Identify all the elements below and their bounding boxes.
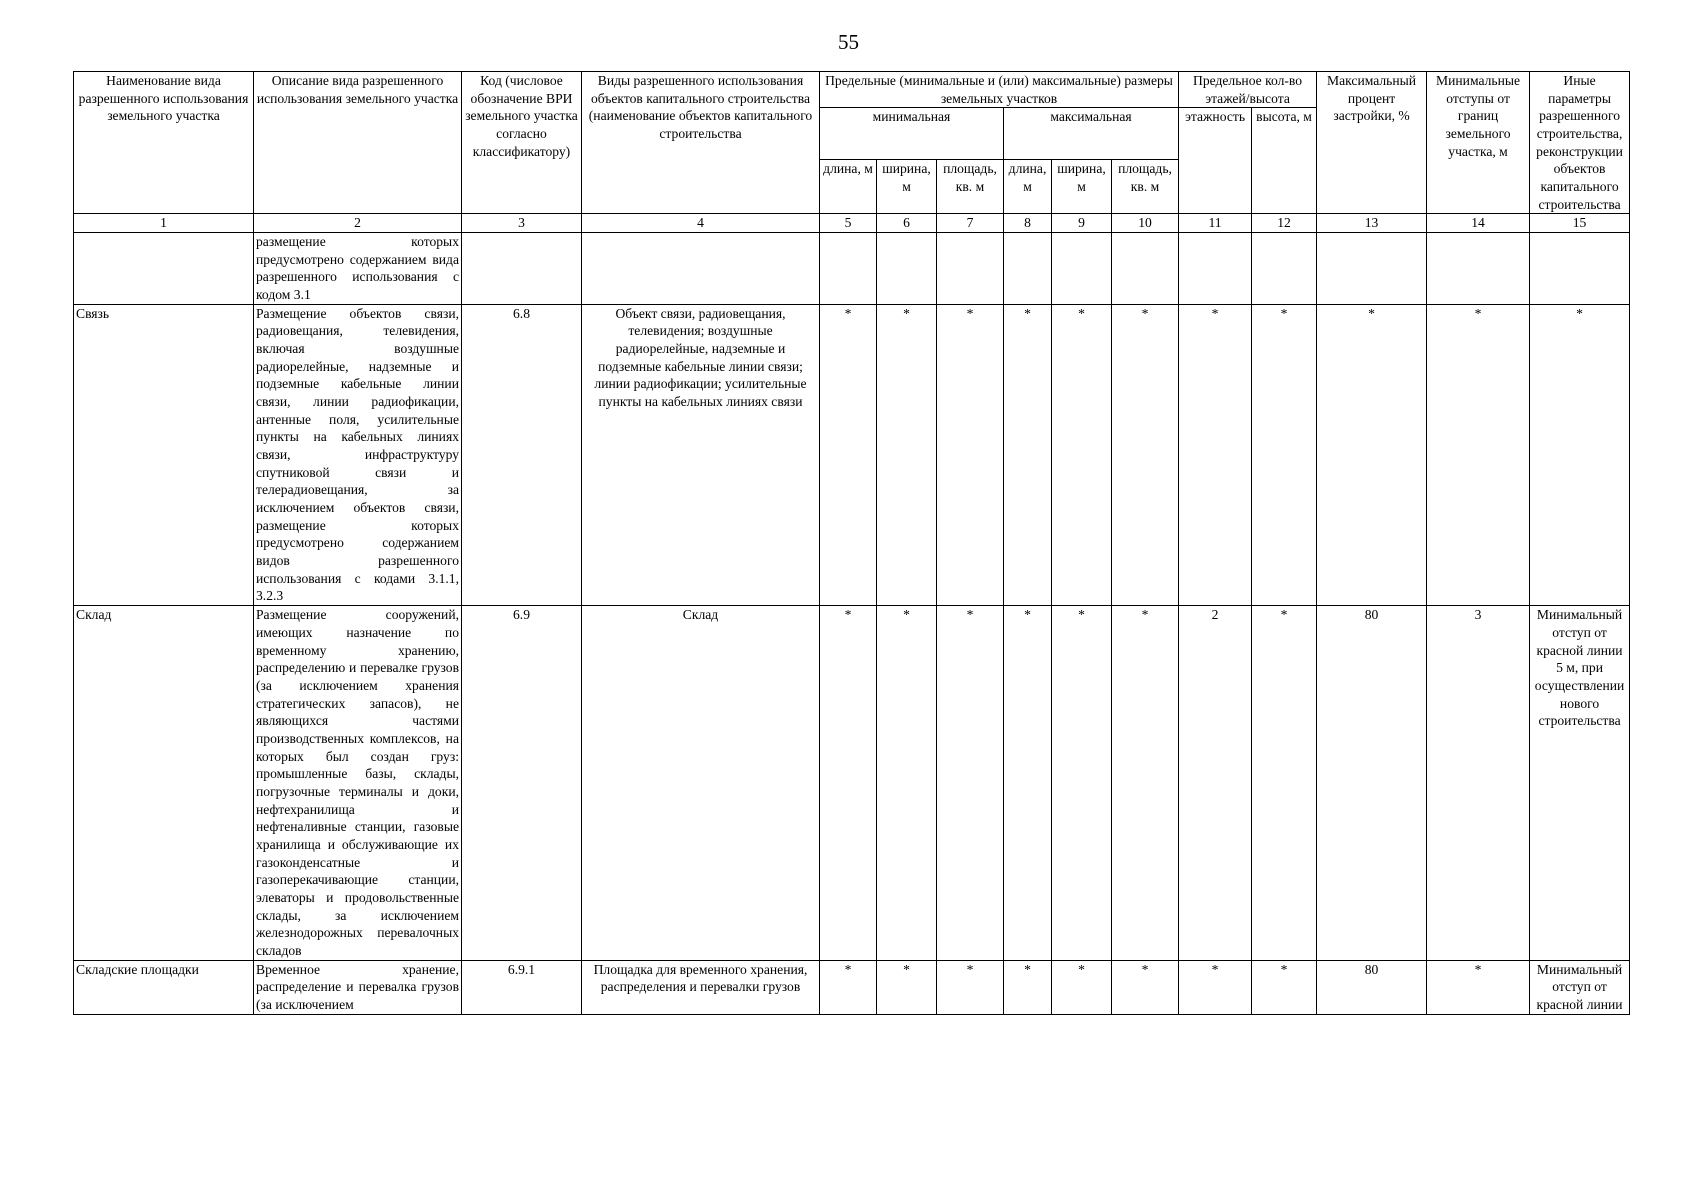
row-other-params: Минимальный отступ от красной линии — [1530, 960, 1630, 1014]
row-build-percent: 80 — [1317, 960, 1427, 1014]
header-plot-size-limits: Предельные (минимальные и (или) максимальные) размеры земельных участков — [820, 72, 1179, 108]
column-number: 8 — [1004, 214, 1052, 233]
row-max-area: * — [1112, 304, 1179, 605]
row-max-width — [1052, 233, 1112, 305]
row-name — [74, 233, 254, 305]
row-setback: 3 — [1427, 606, 1530, 960]
header-construction-objects: Виды разрешенного использования объектов капитального строительства (наименование объектов капитального строительства — [582, 72, 820, 214]
column-number: 14 — [1427, 214, 1530, 233]
row-max-width: * — [1052, 960, 1112, 1014]
row-other-params: * — [1530, 304, 1630, 605]
land-use-table — [73, 71, 1630, 1015]
column-number: 7 — [937, 214, 1004, 233]
row-min-width: * — [877, 304, 937, 605]
row-objects: Площадка для временного хранения, распределения и перевалки грузов — [582, 960, 820, 1014]
row-max-length: * — [1004, 960, 1052, 1014]
header-max-build-percent: Максимальный процент застройки, % — [1317, 72, 1427, 214]
row-max-area — [1112, 233, 1179, 305]
row-setback: * — [1427, 304, 1530, 605]
row-build-percent — [1317, 233, 1427, 305]
row-max-length: * — [1004, 606, 1052, 960]
column-number: 2 — [254, 214, 462, 233]
row-description: Размещение сооружений, имеющих назначение по временному хранению, распределению и перевалке грузов (за исключением хранения стратегических запасов), не являющихся частями производственных комплексов, на которых был создан груз: промышленные базы, склады, погрузочные терминалы и доки, нефтехранилища и нефтеналивные станции, газовые хранилища и обслуживающие их газоконденсатные и газоперекачивающие станции, элеваторы и продовольственные склады, за исключением железнодорожных перевалочных складов — [254, 606, 462, 960]
row-max-area: * — [1112, 606, 1179, 960]
row-setback: * — [1427, 960, 1530, 1014]
column-number: 5 — [820, 214, 877, 233]
table-row — [74, 304, 1630, 605]
row-min-length: * — [820, 960, 877, 1014]
header-min-width: ширина, м — [877, 160, 937, 214]
column-number: 13 — [1317, 214, 1427, 233]
column-number: 1 — [74, 214, 254, 233]
header-min-length: длина, м — [820, 160, 877, 214]
column-numbers-row — [74, 214, 1630, 233]
column-number: 15 — [1530, 214, 1630, 233]
column-number: 10 — [1112, 214, 1179, 233]
row-min-length: * — [820, 606, 877, 960]
header-min-setbacks: Минимальные отступы от границ земельного участка, м — [1427, 72, 1530, 214]
row-objects — [582, 233, 820, 305]
column-number: 11 — [1179, 214, 1252, 233]
row-setback — [1427, 233, 1530, 305]
row-other-params: Минимальный отступ от красной линии 5 м, при осуществлении нового строительства — [1530, 606, 1630, 960]
row-name: Складские площадки — [74, 960, 254, 1014]
row-description: Размещение объектов связи, радиовещания, телевидения, включая воздушные радиорелейные, надземные и подземные кабельные линии связи, линии радиофикации, антенные поля, усилительные пункты на кабельных линиях связи, инфраструктуру спутниковой связи и телерадиовещания, за исключением объектов связи, размещение которых предусмотрено содержанием видов разрешенного использования с кодами 3.1.1, 3.2.3 — [254, 304, 462, 605]
table-row — [74, 606, 1630, 960]
row-name: Склад — [74, 606, 254, 960]
row-height: * — [1252, 606, 1317, 960]
row-floors: * — [1179, 960, 1252, 1014]
row-min-length — [820, 233, 877, 305]
header-code: Код (числовое обозначение ВРИ земельного участка согласно классификатору) — [462, 72, 582, 214]
row-objects: Склад — [582, 606, 820, 960]
row-min-width: * — [877, 960, 937, 1014]
header-floors-height: Предельное кол-во этажей/высота — [1179, 72, 1317, 108]
page-number: 55 — [838, 30, 859, 54]
row-max-width: * — [1052, 304, 1112, 605]
header-minimum: минимальная — [820, 108, 1004, 160]
header-max-width: ширина, м — [1052, 160, 1112, 214]
row-build-percent: 80 — [1317, 606, 1427, 960]
row-other-params — [1530, 233, 1630, 305]
row-code — [462, 233, 582, 305]
row-min-width — [877, 233, 937, 305]
header-floors: этажность — [1179, 108, 1252, 214]
row-min-area: * — [937, 304, 1004, 605]
row-objects: Объект связи, радиовещания, телевидения; воздушные радиорелейные, надземные и подземные кабельные линии связи; линии радиофикации; усилительные пункты на кабельных линиях связи — [582, 304, 820, 605]
row-height: * — [1252, 960, 1317, 1014]
row-name: Связь — [74, 304, 254, 605]
column-number: 4 — [582, 214, 820, 233]
row-code: 6.8 — [462, 304, 582, 605]
row-min-area: * — [937, 960, 1004, 1014]
row-max-length — [1004, 233, 1052, 305]
row-code: 6.9.1 — [462, 960, 582, 1014]
row-min-width: * — [877, 606, 937, 960]
row-build-percent: * — [1317, 304, 1427, 605]
header-land-use-name: Наименование вида разрешенного использования земельного участка — [74, 72, 254, 214]
row-description: Временное хранение, распределение и перевалка грузов (за исключением — [254, 960, 462, 1014]
header-other-params: Иные параметры разрешенного строительства, реконструкции объектов капитального строительства — [1530, 72, 1630, 214]
column-number: 12 — [1252, 214, 1317, 233]
row-max-area: * — [1112, 960, 1179, 1014]
row-min-area — [937, 233, 1004, 305]
row-height — [1252, 233, 1317, 305]
header-max-area: площадь, кв. м — [1112, 160, 1179, 214]
column-number: 3 — [462, 214, 582, 233]
row-min-area: * — [937, 606, 1004, 960]
row-floors: * — [1179, 304, 1252, 605]
row-floors: 2 — [1179, 606, 1252, 960]
column-number: 6 — [877, 214, 937, 233]
header-description: Описание вида разрешенного использования земельного участка — [254, 72, 462, 214]
row-max-width: * — [1052, 606, 1112, 960]
column-number: 9 — [1052, 214, 1112, 233]
row-code: 6.9 — [462, 606, 582, 960]
row-min-length: * — [820, 304, 877, 605]
header-maximum: максимальная — [1004, 108, 1179, 160]
row-description: размещение которых предусмотрено содержанием вида разрешенного использования с кодом 3.1 — [254, 233, 462, 305]
row-floors — [1179, 233, 1252, 305]
table-row — [74, 960, 1630, 1014]
header-height: высота, м — [1252, 108, 1317, 214]
table-row — [74, 233, 1630, 305]
header-min-area: площадь, кв. м — [937, 160, 1004, 214]
row-max-length: * — [1004, 304, 1052, 605]
row-height: * — [1252, 304, 1317, 605]
header-max-length: длина, м — [1004, 160, 1052, 214]
